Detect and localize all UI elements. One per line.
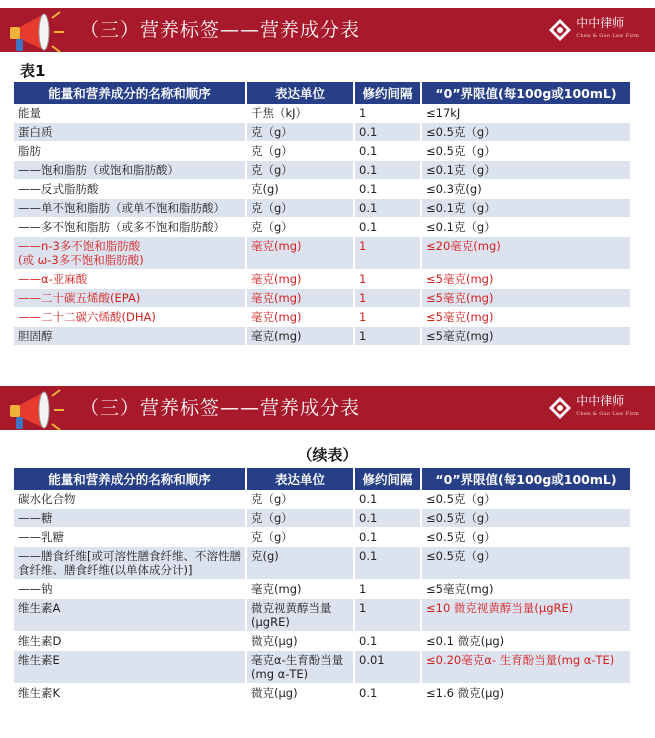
law-firm-logo-icon: [548, 18, 572, 42]
megaphone-icon: [4, 384, 66, 438]
nutrient-name-cell: ——多不饱和脂肪（或多不饱和脂肪酸）: [14, 218, 246, 237]
nutrient-name-cell: ——二十二碳六烯酸(DHA): [14, 308, 246, 327]
unit-cell: 微克(μg): [246, 684, 354, 703]
unit-cell: 微克视黄醇当量(μgRE): [246, 599, 354, 632]
limit-cell: ≤17kJ: [421, 104, 631, 123]
unit-cell: 毫克(mg): [246, 580, 354, 599]
limit-cell: ≤0.3克(g): [421, 180, 631, 199]
unit-cell: 毫克(mg): [246, 308, 354, 327]
nutrient-name-cell: 碳水化合物: [14, 490, 246, 509]
table-row: [14, 547, 631, 580]
limit-cell: ≤5毫克(mg): [421, 580, 631, 599]
unit-cell: 千焦（kJ）: [246, 104, 354, 123]
nutrient-name-cell: 维生素A: [14, 599, 246, 632]
nutrient-name-cell: ——α-亚麻酸: [14, 270, 246, 289]
unit-cell: 毫克(mg): [246, 327, 354, 346]
limit-cell: ≤5毫克(mg): [421, 308, 631, 327]
nutrient-name-cell: ——饱和脂肪（或饱和脂肪酸）: [14, 161, 246, 180]
table-row: [14, 142, 631, 161]
interval-cell: 1: [354, 104, 421, 123]
nutrient-name-cell: ——二十碳五烯酸(EPA): [14, 289, 246, 308]
interval-cell: 0.1: [354, 161, 421, 180]
interval-cell: 0.1: [354, 490, 421, 509]
table-row: [14, 308, 631, 327]
limit-cell: ≤0.5克（g）: [421, 490, 631, 509]
limit-cell: ≤1.6 微克(μg): [421, 684, 631, 703]
interval-cell: 1: [354, 327, 421, 346]
nutrient-name-cell: 维生素K: [14, 684, 246, 703]
unit-cell: 微克(μg): [246, 632, 354, 651]
table-row: [14, 327, 631, 346]
banner-title: （三）营养标签——营养成分表: [80, 397, 361, 419]
law-firm-logo: [548, 394, 639, 422]
header-row: [14, 82, 631, 104]
interval-cell: 1: [354, 289, 421, 308]
header-limit: “0”界限值(每100g或100mL): [421, 82, 631, 104]
table-row: [14, 528, 631, 547]
table-row: [14, 218, 631, 237]
header-row: [14, 468, 631, 490]
limit-cell: ≤0.5克（g）: [421, 123, 631, 142]
unit-cell: 克（g）: [246, 161, 354, 180]
table-row: [14, 509, 631, 528]
unit-cell: 克（g）: [246, 218, 354, 237]
interval-cell: 0.1: [354, 123, 421, 142]
header-unit: 表达单位: [246, 82, 354, 104]
limit-cell: ≤0.1 微克(μg): [421, 632, 631, 651]
nutrient-name-cell: 脂肪: [14, 142, 246, 161]
table-row: [14, 123, 631, 142]
interval-cell: 0.1: [354, 632, 421, 651]
limit-cell: ≤0.5克（g）: [421, 528, 631, 547]
logo-text: 中中律师 Chen & Guo Law Firm: [576, 16, 639, 39]
nutrient-name-cell: 蛋白质: [14, 123, 246, 142]
unit-cell: 克（g）: [246, 528, 354, 547]
header-interval: 修约间隔: [354, 468, 421, 490]
header-limit: “0”界限值(每100g或100mL): [421, 468, 631, 490]
limit-cell: ≤0.1克（g）: [421, 161, 631, 180]
table-row: [14, 270, 631, 289]
unit-cell: 毫克(mg): [246, 289, 354, 308]
title-banner: [0, 8, 655, 52]
limit-cell: ≤5毫克(mg): [421, 327, 631, 346]
nutrient-name-cell: 能量: [14, 104, 246, 123]
header-unit: 表达单位: [246, 468, 354, 490]
nutrient-name-cell: 维生素E: [14, 651, 246, 684]
nutrient-name-cell: ——乳糖: [14, 528, 246, 547]
unit-cell: 克(g): [246, 547, 354, 580]
table-row: [14, 104, 631, 123]
nutrient-name-cell: ——n-3多不饱和脂肪酸 (或 ω-3多不饱和脂肪酸): [14, 237, 246, 270]
nutrient-name-cell: ——单不饱和脂肪（或单不饱和脂肪酸）: [14, 199, 246, 218]
unit-cell: 克(g): [246, 180, 354, 199]
interval-cell: 1: [354, 599, 421, 632]
table-row: [14, 599, 631, 632]
interval-cell: 0.01: [354, 651, 421, 684]
table-row: [14, 684, 631, 703]
table-label: 表1: [20, 62, 46, 80]
nutrient-name-cell: 胆固醇: [14, 327, 246, 346]
interval-cell: 0.1: [354, 509, 421, 528]
interval-cell: 0.1: [354, 180, 421, 199]
interval-cell: 0.1: [354, 199, 421, 218]
table-row: [14, 490, 631, 509]
limit-cell: ≤0.5克（g）: [421, 142, 631, 161]
nutrition-table-2: [14, 468, 632, 703]
nutrient-name-cell: ——钠: [14, 580, 246, 599]
nutrient-name-cell: ——膳食纤维[或可溶性膳食纤维、不溶性膳食纤维、膳食纤维(以单体成分计)]: [14, 547, 246, 580]
limit-cell: ≤0.5克（g）: [421, 547, 631, 580]
interval-cell: 0.1: [354, 218, 421, 237]
interval-cell: 1: [354, 308, 421, 327]
nutrition-table-1: [14, 82, 632, 346]
table-row: [14, 289, 631, 308]
unit-cell: 克（g）: [246, 509, 354, 528]
megaphone-icon: [4, 6, 66, 60]
header-name: 能量和营养成分的名称和顺序: [14, 468, 246, 490]
unit-cell: 毫克(mg): [246, 270, 354, 289]
table-row: [14, 580, 631, 599]
limit-cell: ≤5毫克(mg): [421, 270, 631, 289]
table-label: （续表）: [297, 446, 358, 464]
table-row: [14, 632, 631, 651]
limit-cell: ≤20毫克(mg): [421, 237, 631, 270]
table-row: [14, 199, 631, 218]
interval-cell: 1: [354, 580, 421, 599]
table-row: [14, 161, 631, 180]
unit-cell: 克（g）: [246, 199, 354, 218]
unit-cell: 克（g）: [246, 490, 354, 509]
nutrient-name-cell: ——糖: [14, 509, 246, 528]
unit-cell: 毫克α-生育酚当量(mg α-TE): [246, 651, 354, 684]
logo-text: 中中律师 Chen & Guo Law Firm: [576, 394, 639, 417]
title-banner: [0, 386, 655, 430]
header-name: 能量和营养成分的名称和顺序: [14, 82, 246, 104]
interval-cell: 0.1: [354, 142, 421, 161]
banner-title: （三）营养标签——营养成分表: [80, 19, 361, 41]
table-row: [14, 237, 631, 270]
table-row: [14, 651, 631, 684]
nutrient-name-cell: 维生素D: [14, 632, 246, 651]
limit-cell: ≤10 微克视黄醇当量(μgRE): [421, 599, 631, 632]
interval-cell: 0.1: [354, 528, 421, 547]
unit-cell: 克（g）: [246, 142, 354, 161]
interval-cell: 0.1: [354, 547, 421, 580]
unit-cell: 毫克(mg): [246, 237, 354, 270]
unit-cell: 克（g）: [246, 123, 354, 142]
limit-cell: ≤5毫克(mg): [421, 289, 631, 308]
limit-cell: ≤0.5克（g）: [421, 509, 631, 528]
limit-cell: ≤0.1克（g）: [421, 218, 631, 237]
table-row: [14, 180, 631, 199]
slide-2: [0, 382, 655, 738]
law-firm-logo: [548, 16, 639, 44]
interval-cell: 1: [354, 237, 421, 270]
limit-cell: ≤0.1克（g）: [421, 199, 631, 218]
header-interval: 修约间隔: [354, 82, 421, 104]
interval-cell: 1: [354, 270, 421, 289]
nutrient-name-cell: ——反式脂肪酸: [14, 180, 246, 199]
law-firm-logo-icon: [548, 396, 572, 420]
limit-cell: ≤0.20毫克α- 生育酚当量(mg α-TE): [421, 651, 631, 684]
interval-cell: 0.1: [354, 684, 421, 703]
